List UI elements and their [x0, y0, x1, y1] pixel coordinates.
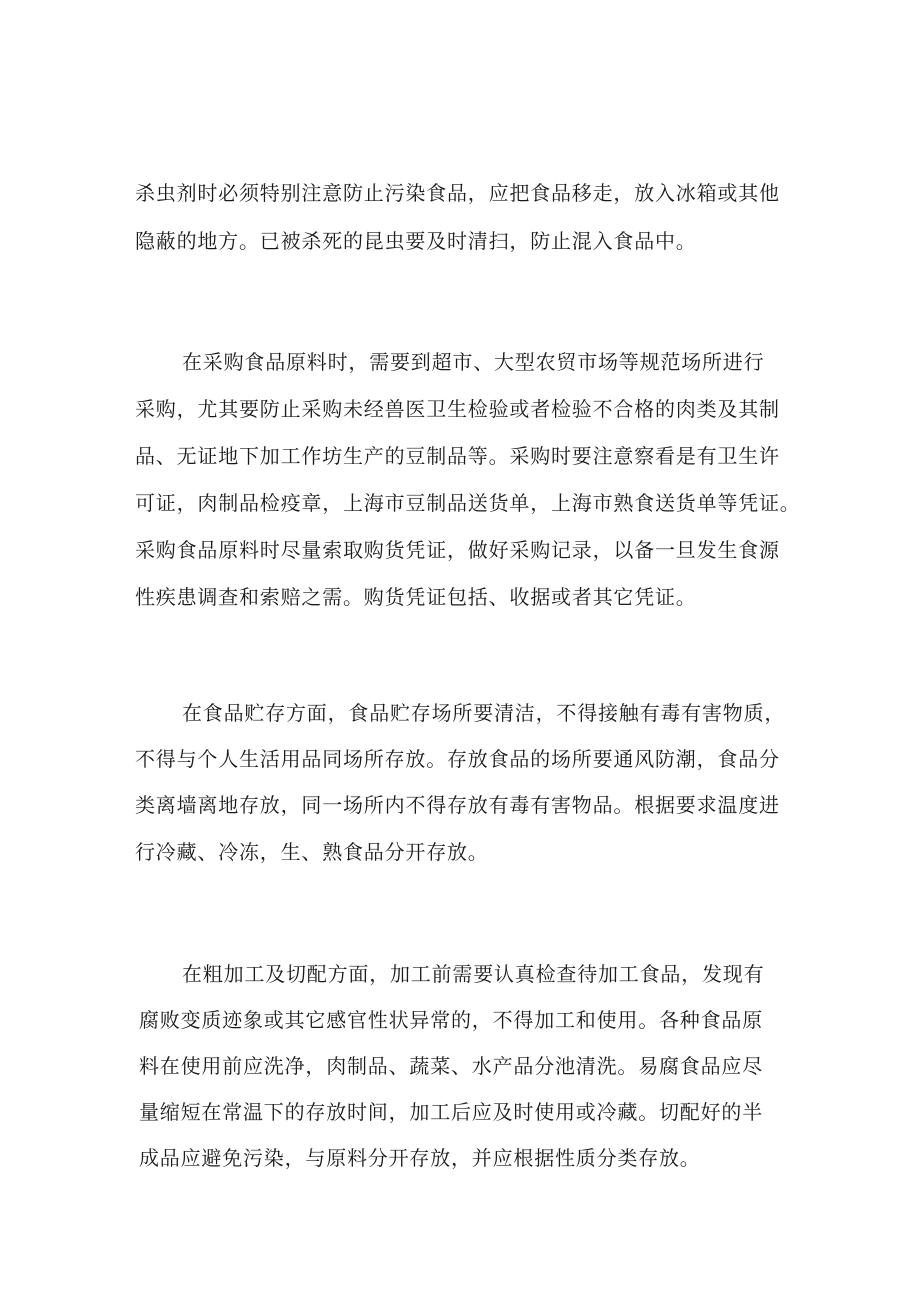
text-line: 杀虫剂时必须特别注意防止污染食品，应把食品移走，放入冰箱或其他: [135, 181, 780, 205]
text-line: 采购，尤其要防止采购未经兽医卫生检验或者检验不合格的肉类及其制: [135, 397, 780, 421]
text-line: 性疾患调查和索赔之需。购货凭证包括、收据或者其它凭证。: [135, 585, 697, 609]
text-line: 类离墙离地存放，同一场所内不得存放有毒有害物品。根据要求温度进: [135, 793, 780, 817]
text-line: 行冷藏、冷冻，生、熟食品分开存放。: [135, 840, 489, 864]
text-line: 腐败变质迹象或其它感官性状异常的，不得加工和使用。各种食品原: [139, 1008, 763, 1032]
text-line: 在采购食品原料时，需要到超市、大型农贸市场等规范场所进行: [182, 350, 765, 374]
text-line: 量缩短在常温下的存放时间，加工后应及时使用或冷藏。切配好的半: [139, 1100, 763, 1124]
text-line: 隐蔽的地方。已被杀死的昆虫要及时清扫，防止混入食品中。: [135, 229, 697, 253]
text-line: 不得与个人生活用品同场所存放。存放食品的场所要通风防潮，食品分: [135, 747, 780, 771]
text-line: 在食品贮存方面，食品贮存场所要清洁，不得接触有毒有害物质，: [182, 701, 786, 725]
text-line: 采购食品原料时尽量索取购货凭证，做好采购记录，以备一旦发生食源: [135, 538, 780, 562]
text-line: 成品应避免污染，与原料分开存放，并应根据性质分类存放。: [139, 1146, 701, 1170]
text-line: 可证，肉制品检疫章，上海市豆制品送货单，上海市熟食送货单等凭证。: [135, 491, 801, 515]
text-line: 在粗加工及切配方面，加工前需要认真检查待加工食品，发现有: [182, 962, 765, 986]
text-line: 料在使用前应洗净，肉制品、蔬菜、水产品分池清洗。易腐食品应尽: [139, 1054, 763, 1078]
text-line: 品、无证地下加工作坊生产的豆制品等。采购时要注意察看是有卫生许: [135, 444, 780, 468]
